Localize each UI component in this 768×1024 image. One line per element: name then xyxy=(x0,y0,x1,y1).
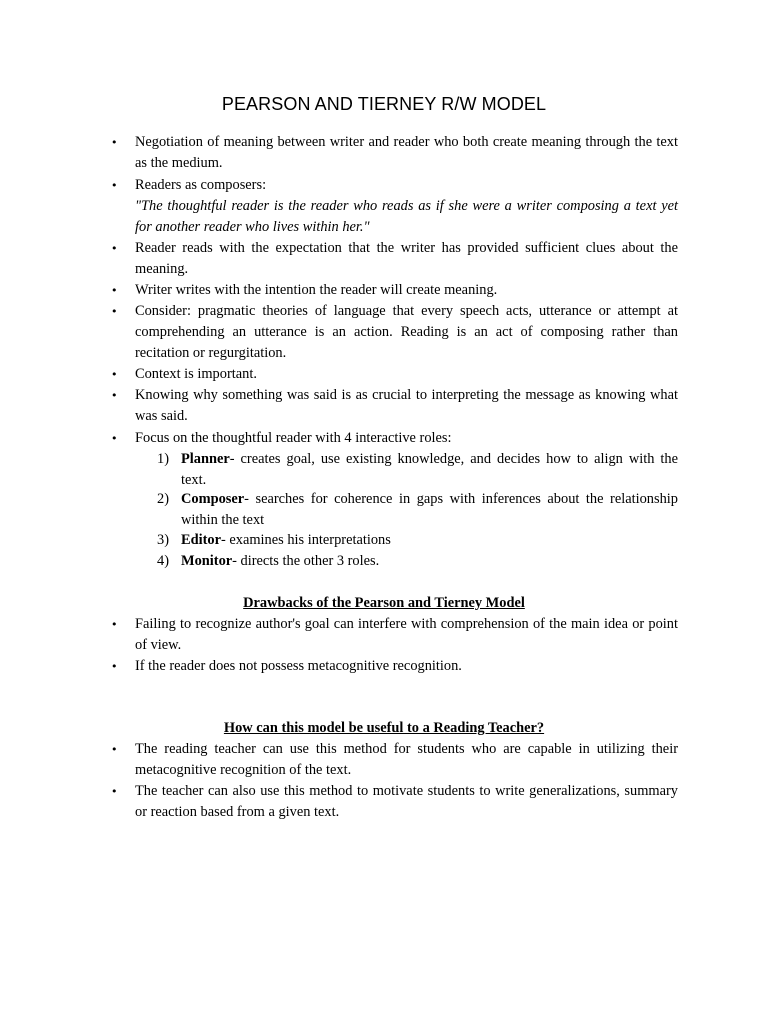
drawback-item: • If the reader does not possess metacognitive recognition. xyxy=(135,656,678,677)
usefulness-item: • The reading teacher can use this method for students who are capable in utilizing their metacognitive recognition of the text. xyxy=(135,739,678,781)
role-text xyxy=(181,551,678,572)
usefulness-heading: How can this model be useful to a Reading Teacher? xyxy=(223,720,545,736)
drawbacks-heading: Drawbacks of the Pearson and Tierney Model xyxy=(243,595,525,611)
drawback-item: • Failing to recognize author's goal can interfere with comprehension of the main idea or point of view. xyxy=(135,614,678,656)
role-description: - directs the other 3 roles. xyxy=(232,553,380,569)
role-description: - examines his interpretations xyxy=(220,532,391,548)
role-description: - creates goal, use existing knowledge, and decides how to align with the text. xyxy=(181,451,678,488)
bullet-context: • Context is important. xyxy=(135,364,678,385)
bullet-pragmatic-theories: • Consider: pragmatic theories of language that every speech acts, utterance or attempt at comprehending an utterance is an action. Reading is an act of composing rather than recitation or regurgitation. xyxy=(135,301,678,364)
bullet-interactive-roles: • Focus on the thoughtful reader with 4 interactive roles: xyxy=(135,428,678,449)
role-text xyxy=(181,489,678,531)
role-name: Editor xyxy=(181,532,221,548)
bullet-readers-as-composers xyxy=(135,175,678,238)
usefulness-item: • The teacher can also use this method to motivate students to write generalizations, summary or reaction based from a given text. xyxy=(135,781,678,823)
bullet-expectation: • Reader reads with the expectation that the writer has provided sufficient clues about the meaning. xyxy=(135,238,678,280)
document-title: PEARSON AND TIERNEY R/W MODEL xyxy=(221,94,547,114)
bullet-knowing-why: • Knowing why something was said is as crucial to interpreting the message as knowing what was said. xyxy=(135,385,678,427)
bullet-writer-intention: • Writer writes with the intention the reader will create meaning. xyxy=(135,280,678,301)
bullet-label: • Readers as composers: xyxy=(135,177,267,193)
role-number: 1) xyxy=(157,451,169,467)
role-description: - searches for coherence in gaps with inferences about the relationship within the text xyxy=(181,491,678,528)
role-number: 4) xyxy=(157,553,169,569)
role-text xyxy=(181,449,678,491)
thoughtful-reader-quote: "The thoughtful reader is the reader who reads as if she were a writer composing a text yet for another reader who lives within her." xyxy=(135,198,678,235)
role-name: Composer xyxy=(181,491,245,507)
role-name: Planner xyxy=(181,451,230,467)
role-text xyxy=(181,530,678,551)
role-number: 2) xyxy=(157,491,169,507)
role-name: Monitor xyxy=(181,553,233,569)
bullet-negotiation: • Negotiation of meaning between writer and reader who both create meaning through the text as the medium. xyxy=(135,132,678,174)
role-number: 3) xyxy=(157,532,169,548)
